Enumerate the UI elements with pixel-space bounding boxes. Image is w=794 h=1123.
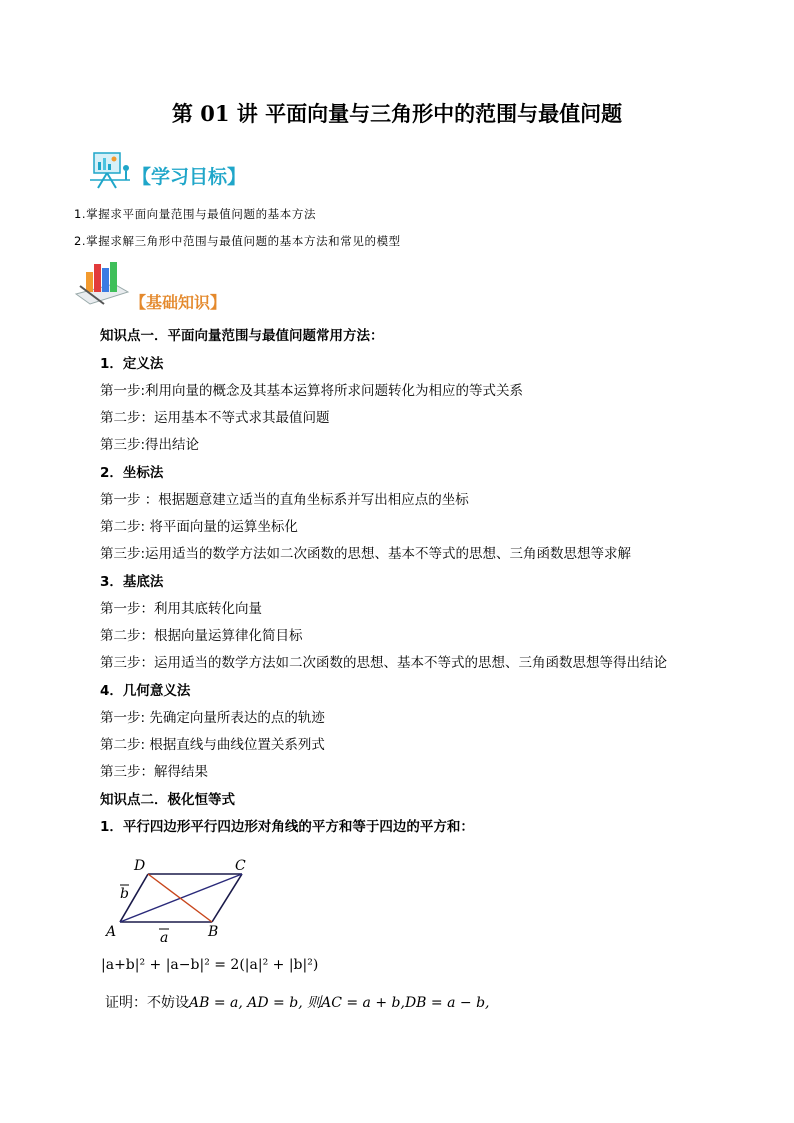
method-step: 第一步 ：根据题意建立适当的直角坐标系并写出相应点的坐标	[100, 492, 469, 508]
label-c: C	[235, 858, 246, 874]
page-title: 第 01 讲 平面向量与三角形中的范围与最值问题	[171, 101, 623, 126]
method-step: 第二步: 根据直线与曲线位置关系列式	[100, 737, 325, 753]
method-step: 第一步：利用其底转化向量	[100, 601, 262, 617]
method-step: 第二步: 将平面向量的运算坐标化	[100, 519, 298, 535]
method-step: 第二步：运用基本不等式求其最值问题	[100, 410, 330, 426]
proof-prefix: 证明：不妨设	[105, 995, 189, 1011]
learning-goals-icon	[86, 150, 132, 190]
method-step: 第三步：解得结果	[100, 764, 208, 780]
proof-math: AB = a, AD = b, 则AC = a + b,DB = a − b,	[189, 995, 490, 1011]
label-a: A	[106, 924, 117, 940]
goal-item: 2.掌握求解三角形中范围与最值问题的基本方法和常见的模型	[74, 234, 401, 248]
method-title: 3．基底法	[100, 574, 164, 590]
method-step: 第一步: 先确定向量所表达的点的轨迹	[100, 710, 325, 726]
label-vec-b: b	[120, 886, 129, 902]
method-step: 第二步：根据向量运算律化简目标	[100, 628, 303, 644]
method-title: 4．几何意义法	[100, 683, 191, 699]
knowledge-point-heading: 知识点一．平面向量范围与最值问题常用方法：	[100, 328, 384, 344]
proof-line	[105, 992, 489, 1012]
kp2-item: 1．平行四边形平行四边形对角线的平方和等于四边的平方和：	[100, 819, 474, 835]
goal-item: 1.掌握求平面向量范围与最值问题的基本方法	[74, 207, 317, 221]
method-step: 第三步:得出结论	[100, 437, 200, 453]
basic-knowledge-heading: 【基础知识】	[130, 293, 227, 312]
label-b: B	[208, 924, 219, 940]
learning-goals-heading: 【学习目标】	[132, 166, 247, 188]
method-title: 2．坐标法	[100, 465, 164, 481]
label-vec-a: a	[160, 930, 169, 946]
knowledge-point-heading: 知识点二．极化恒等式	[100, 792, 235, 808]
label-d: D	[134, 858, 146, 874]
parallelogram-identity: |a+b|² + |a−b|² = 2(|a|² + |b|²)	[101, 957, 319, 973]
basic-knowledge-icon	[74, 260, 130, 308]
method-step: 第一步:利用向量的概念及其基本运算将所求问题转化为相应的等式关系	[100, 383, 524, 399]
method-step: 第三步：运用适当的数学方法如二次函数的思想、基本不等式的思想、三角函数思想等得出结论	[100, 655, 667, 671]
method-title: 1．定义法	[100, 356, 164, 372]
side-bc	[212, 874, 242, 922]
method-step: 第三步:运用适当的数学方法如二次函数的思想、基本不等式的思想、三角函数思想等求解	[100, 546, 632, 562]
parallelogram-figure	[100, 852, 260, 946]
diagonal-bd	[148, 874, 212, 922]
